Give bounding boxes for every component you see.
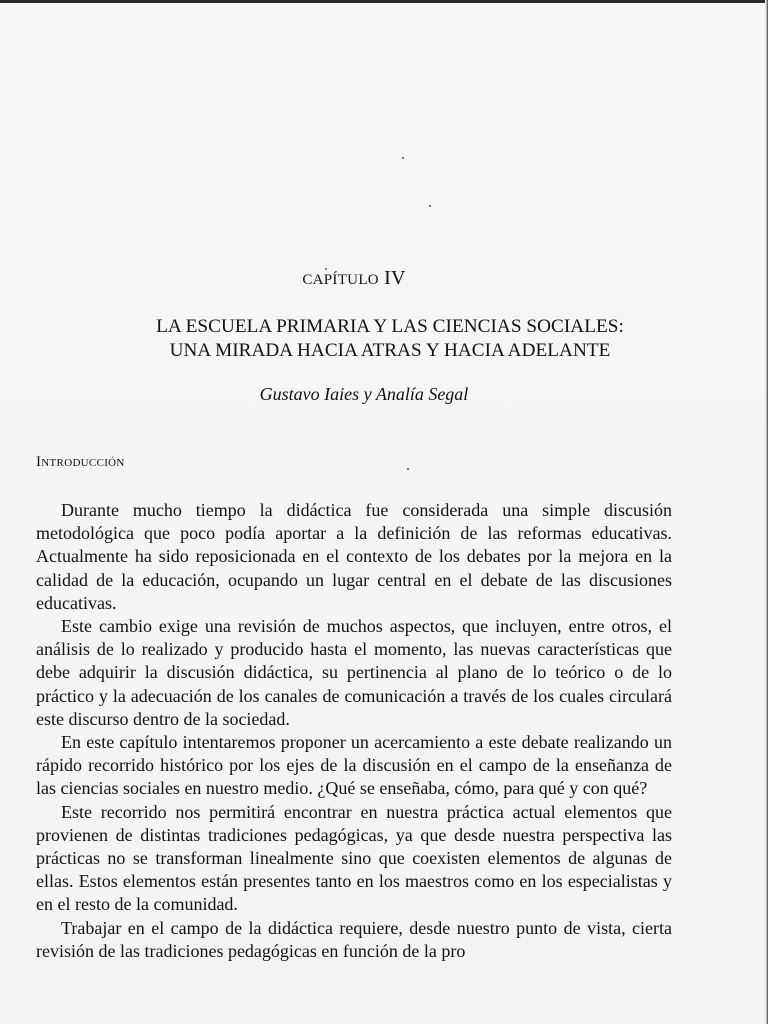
paragraph: Este cambio exige una revisión de muchos aspectos, que incluyen, entre otros, el análisis de lo realizado y producido hasta el momento, las nuevas características que debe adquirir la discusión didáctica, su pertinencia al plano de lo teórico o de lo práctico y la adecuación de los canales de comunicación a través de los cuales circulará este discurso dentro de la sociedad.	[36, 616, 672, 729]
scan-speck	[429, 205, 431, 207]
paragraph: Durante mucho tiempo la didáctica fue considerada una simple discusión metodológica que poco podía aportar a la definición de las reformas educativas. Actualmente ha sido reposicionada en el contexto de los debates por la mejora en la calidad de la educación, ocupando un lugar central en el debate de las discusiones educativas.	[36, 500, 672, 613]
paragraph: En este capítulo intentaremos proponer un acercamiento a este debate realizando un rápido recorrido histórico por los ejes de la discusión en el campo de la enseñanza de las ciencias sociales en nuestro medio. ¿Qué se enseñaba, cómo, para qué y con qué?	[36, 732, 672, 799]
authors: Gustavo Iaies y Analía Segal	[259, 384, 469, 404]
top-edge-rule	[0, 0, 768, 3]
paragraph: Este recorrido nos permitirá encontrar en nuestra práctica actual elementos que provienen de distintas tradiciones pedagógicas, ya que desde nuestra perspectiva las prácticas no se transforman linealmente sino que coexisten elementos de algunas de ellas. Estos elementos están presentes tanto en los maestros como en los especialistas y en el resto de la comunidad.	[36, 801, 672, 915]
chapter-heading	[0, 267, 708, 290]
body-text	[36, 499, 672, 963]
chapter-title-line-2: UNA MIRADA HACIA ATRAS Y HACIA ADELANTE	[169, 339, 611, 361]
scan-speck	[407, 468, 409, 470]
chapter-number: IV	[384, 267, 406, 289]
chapter-label: CAPÍTULO	[302, 272, 379, 288]
paragraph: Trabajar en el campo de la didáctica requiere, desde nuestro punto de vista, cierta revisión de las tradiciones pedagógicas en función de la pro	[36, 917, 672, 961]
chapter-title	[70, 315, 710, 362]
scan-speck	[402, 157, 404, 159]
chapter-title-line-1: LA ESCUELA PRIMARIA Y LAS CIENCIAS SOCIALES:	[156, 316, 624, 337]
section-heading: Introducción	[36, 454, 125, 470]
